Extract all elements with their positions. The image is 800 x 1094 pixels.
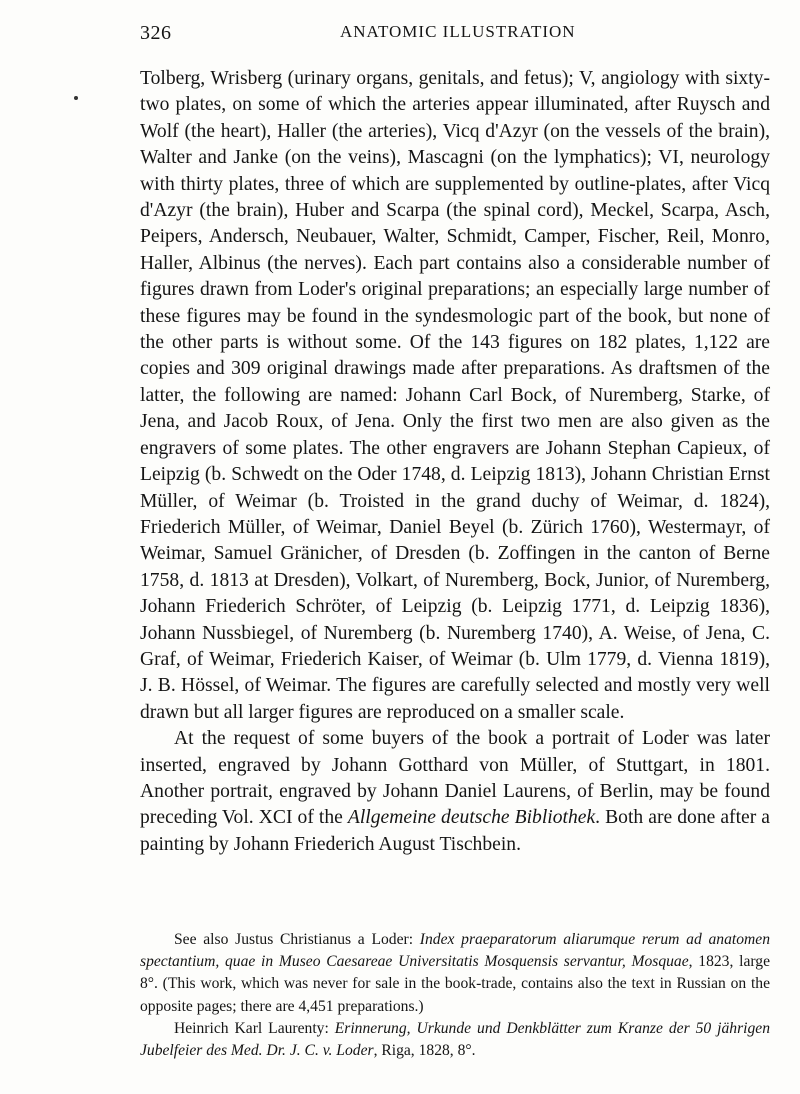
note-italic-title: Index praeparatorum aliarumque rerum ad anatomen spectantium, quae in Museo Caesareae Universitatis Mosquensis servantur, Mosquae [140,931,771,971]
paragraph-text: . Both are done after a painting by Johann Friederich August Tischbein. [140,807,770,855]
body-text [140,66,770,858]
page-number: 326 [140,22,172,44]
note-text: See also Justus Christianus a Loder: [174,931,420,948]
note-italic-title: Erinnerung, Urkunde und Denkblätter zum Kranze der 50 jährigen Jubelfeier des Med. Dr. J. C. v. Loder [140,1019,771,1060]
note-laurenty [140,1018,770,1062]
note-loder-index [140,929,770,1018]
note-text: , Riga, 1828, 8°. [373,1042,476,1060]
paragraph-text: At the request of some buyers of the book a portrait of Loder was later inserted, engraved by Johann Gotthard von Müller, of Stuttgart, in 1801. Another portrait, engraved by Johann Daniel Laurens, of Berlin, may be found preceding Vol. XCI of the [140,728,770,829]
note-text: Heinrich Karl Laurenty: [174,1019,335,1037]
paragraph-text: Tolberg, Wrisberg (urinary organs, genitals, and fetus); V, angiology with sixty-two plates, on some of which the arteries appear illuminated, after Ruysch and Wolf (the heart), Haller (the arteries), Vicq d'Azyr (on the vessels of the brain), Walter and Janke (on the veins), Mascagni (on the lymphatics); VI, neurology with thirty plates, three of which are supplemented by outline-plates, after Vicq d'Azyr (the brain), Huber and Scarpa (the spinal cord), Meckel, Scarpa, Asch, Peipers, Andersch, Neubauer, Walter, Schmidt, Camper, Fischer, Reil, Monro, Haller, Albinus (the nerves). Each part contains also a considerable number of figures drawn from Loder's original preparations; an especially large number of these figures may be found in the syndesmologic part of the book, but none of the other parts is without some. Of the 143 figures on 182 plates, 1,122 are copies and 309 original drawings made after preparations. As draftsmen of the latter, the following are named: Johann Carl Bock, of Nuremberg, Starke, of Jena, and Jacob Roux, of Jena. Only the first two men are also given as the engravers of some plates. The other engravers are Johann Stephan Capieux, of Leipzig (b. Schwedt on the Oder 1748, d. Leipzig 1813), Johann Christian Ernst Müller, of Weimar (b. Troisted in the grand duchy of Weimar, d. 1824), Friederich Müller, of Weimar, Daniel Beyel (b. Zürich 1760), Westermayr, of Weimar, Samuel Gränicher, of Dresden (b. Zoffingen in the canton of Berne 1758, d. 1813 at Dresden), Volkart, of Nuremberg, Bock, Junior, of Nuremberg, Johann Friederich Schröter, of Leipzig (b. Leipzig 1771, d. Leipzig 1836), Johann Nussbiegel, of Nuremberg (b. Nuremberg 1740), A. Weise, of Jena, C. Graf, of Weimar, Friederich Kaiser, of Weimar (b. Ulm 1779, d. Vienna 1819), J. B. Hössel, of Weimar. The figures are carefully selected and mostly very well drawn but all larger figures are reproduced on a smaller scale. [140,68,770,723]
bibliographic-notes [140,929,770,1062]
note-text: , 1823, large 8°. (This work, which was never for sale in the book-trade, contains also the text in Russian on the opposite pages; there are 4,451 preparations.) [140,953,770,1015]
paragraph-portraits [140,726,770,858]
page-header [140,20,770,50]
paragraph-continued [140,66,770,726]
running-head: ANATOMIC ILLUSTRATION [340,22,576,41]
italic-title: Allgemeine deutsche Bibliothek [347,807,596,829]
margin-mark [74,96,78,100]
